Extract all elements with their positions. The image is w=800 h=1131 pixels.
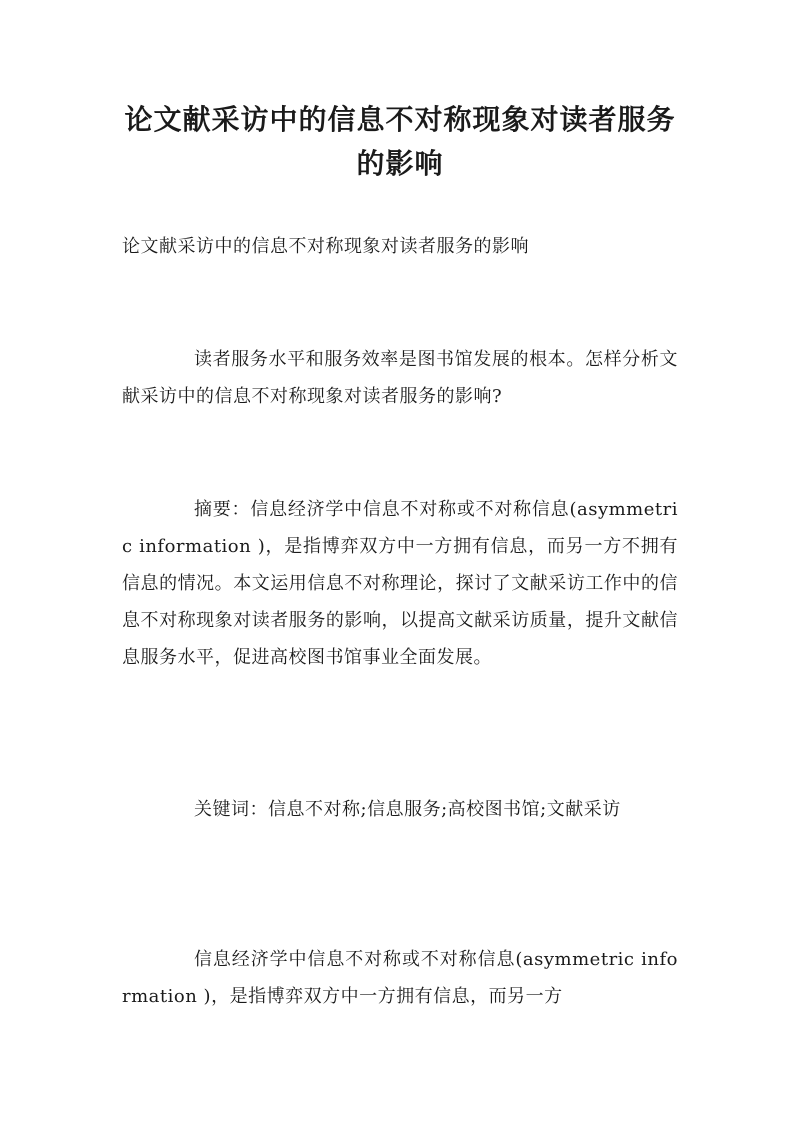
intro-paragraph: 读者服务水平和服务效率是图书馆发展的根本。怎样分析文献采访中的信息不对称现象对读者服务的影响? [122, 349, 678, 407]
abstract-paragraph: 摘要：信息经济学中信息不对称或不对称信息(asymmetric information )，是指博弈双方中一方拥有信息，而另一方不拥有信息的情况。本文运用信息不对称理论，探讨了文献采访工作中的信息不对称现象对读者服务的影响，以提高文献采访质量，提升文献信息服务水平，促进高校图书馆事业全面发展。 [122, 499, 678, 668]
body-paragraph: 信息经济学中信息不对称或不对称信息(asymmetric information )，是指博弈双方中一方拥有信息，而另一方 [122, 949, 678, 1007]
document-subtitle: 论文献采访中的信息不对称现象对读者服务的影响 [122, 236, 529, 257]
document-title: 论文献采访中的信息不对称现象对读者服务的影响 [124, 103, 676, 180]
keywords-paragraph: 关键词：信息不对称;信息服务;高校图书馆;文献采访 [194, 799, 621, 820]
